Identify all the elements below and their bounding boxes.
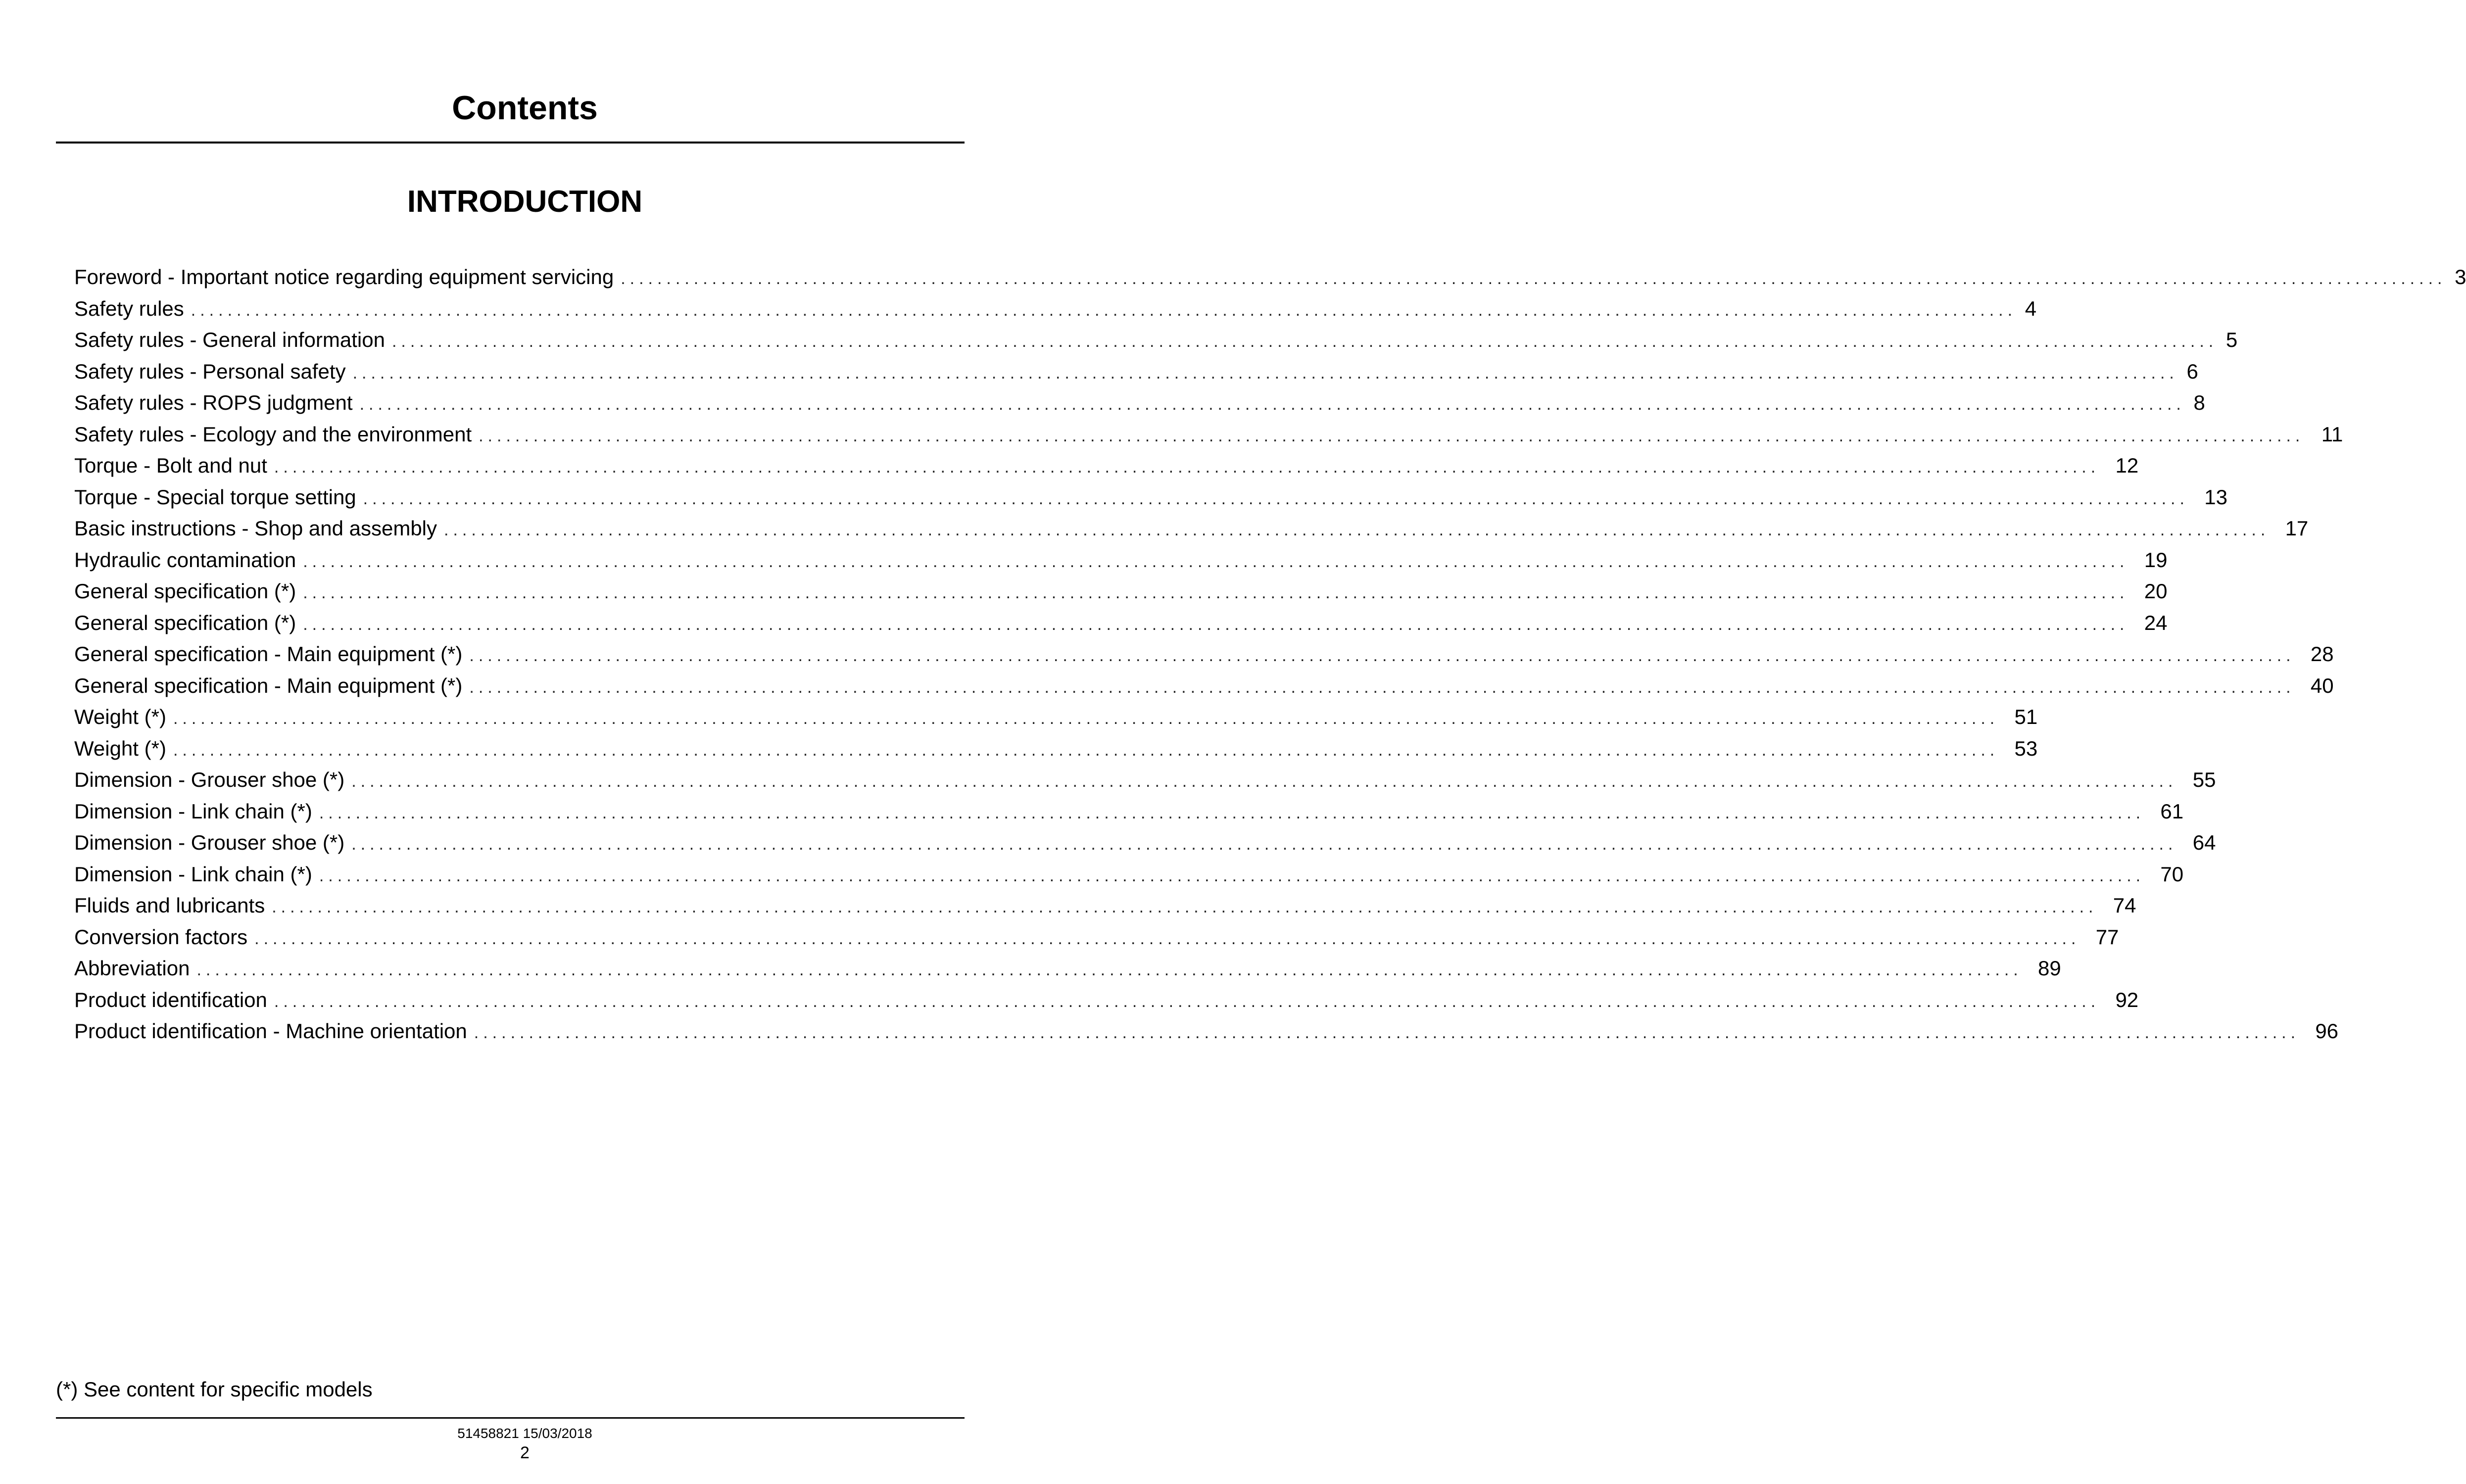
toc-leader-dots: ........................................................................................................................................................................................................	[352, 363, 2178, 383]
toc-entry[interactable]	[74, 827, 2216, 859]
toc-entry-page: 12	[2115, 454, 2139, 477]
toc-entry-title: Torque - Bolt and nut	[74, 454, 267, 477]
toc-entry-page: 74	[2113, 894, 2136, 917]
toc-entry-title: Dimension - Grouser shoe (*)	[74, 768, 345, 791]
toc-leader-dots: ........................................................................................................................................................................................................	[173, 740, 1999, 760]
toc-entry-title: General specification - Main equipment (*)	[74, 642, 463, 666]
toc-entry-page: 20	[2144, 579, 2168, 603]
toc-entry[interactable]	[74, 670, 2334, 702]
toc-leader-dots: ........................................................................................................................................................................................................	[303, 615, 2129, 634]
toc-entry[interactable]	[74, 481, 2227, 513]
toc-leader-dots: ........................................................................................................................................................................................................	[319, 803, 2145, 822]
toc-leader-dots: ........................................................................................................................................................................................................	[391, 332, 2218, 351]
toc-leader-dots: ........................................................................................................................................................................................................	[319, 866, 2145, 885]
toc-entry-page: 40	[2310, 673, 2334, 697]
toc-entry-page: 64	[2192, 831, 2216, 854]
toc-entry[interactable]	[74, 733, 2038, 765]
toc-entry-title: Product identification - Machine orientation	[74, 1019, 467, 1043]
toc-entry-title: Abbreviation	[74, 957, 190, 980]
toc-entry-title: Conversion factors	[74, 925, 248, 949]
toc-entry[interactable]	[74, 921, 2119, 953]
toc-leader-dots: ........................................................................................................................................................................................................	[479, 426, 2305, 445]
toc-entry-page: 13	[2204, 485, 2227, 509]
toc-entry[interactable]	[74, 387, 2205, 419]
toc-entry-page: 77	[2095, 925, 2119, 949]
toc-leader-dots: ........................................................................................................................................................................................................	[254, 929, 2080, 948]
toc-entry-title: Weight (*)	[74, 736, 166, 760]
toc-entry-page: 55	[2192, 768, 2216, 791]
toc-leader-dots: ........................................................................................................................................................................................................	[191, 300, 2017, 320]
toc-entry-page: 70	[2160, 862, 2184, 886]
toc-entry-title: Torque - Special torque setting	[74, 485, 356, 509]
toc-entry-title: Safety rules - General information	[74, 328, 385, 351]
toc-entry-page: 89	[2038, 957, 2061, 980]
toc-entry[interactable]	[74, 513, 2309, 544]
footnote: (*) See content for specific models	[56, 1378, 373, 1401]
toc-leader-dots: ........................................................................................................................................................................................................	[351, 772, 2177, 791]
toc-leader-dots: ........................................................................................................................................................................................................	[173, 709, 1999, 728]
page-title: Contents	[452, 89, 598, 127]
toc-entry-title: Dimension - Grouser shoe (*)	[74, 831, 345, 854]
toc-entry[interactable]	[74, 324, 2238, 356]
toc-leader-dots: ........................................................................................................................................................................................................	[274, 458, 2100, 477]
toc-leader-dots: ........................................................................................................................................................................................................	[303, 552, 2129, 571]
toc-leader-dots: ........................................................................................................................................................................................................	[274, 992, 2100, 1011]
toc-entry-title: Fluids and lubricants	[74, 894, 265, 917]
toc-entry[interactable]	[74, 984, 2139, 1016]
toc-entry-page: 61	[2160, 799, 2184, 823]
toc-entry[interactable]	[74, 575, 2168, 607]
toc-entry[interactable]	[74, 764, 2216, 796]
toc-entry-title: Safety rules - ROPS judgment	[74, 391, 353, 414]
toc-entry-title: Product identification	[74, 988, 267, 1011]
toc-entry-title: Dimension - Link chain (*)	[74, 862, 312, 886]
toc-leader-dots: ........................................................................................................................................................................................................	[469, 646, 2295, 665]
toc-entry[interactable]	[74, 1015, 2339, 1047]
toc-leader-dots: ........................................................................................................................................................................................................	[444, 521, 2270, 539]
toc-entry-page: 51	[2014, 705, 2038, 728]
toc-entry-page: 4	[2025, 296, 2037, 320]
toc-entry[interactable]	[74, 859, 2184, 890]
header-divider	[56, 142, 965, 144]
toc-entry-page: 19	[2144, 548, 2168, 572]
toc-entry-page: 24	[2144, 611, 2168, 634]
toc-entry[interactable]	[74, 356, 2198, 387]
toc-entry[interactable]	[74, 607, 2168, 639]
toc-entry[interactable]	[74, 544, 2168, 576]
toc-entry[interactable]	[74, 261, 2466, 293]
toc-entry-page: 8	[2193, 391, 2205, 414]
toc-leader-dots: ........................................................................................................................................................................................................	[272, 898, 2098, 916]
toc-entry[interactable]	[74, 953, 2061, 984]
toc-entry-page: 28	[2310, 642, 2334, 666]
toc-leader-dots: ........................................................................................................................................................................................................	[469, 677, 2295, 697]
section-title: INTRODUCTION	[407, 185, 643, 219]
toc-entry[interactable]	[74, 638, 2334, 670]
toc-entry-page: 3	[2455, 265, 2466, 288]
toc-leader-dots: ........................................................................................................................................................................................................	[359, 395, 2185, 414]
toc-entry[interactable]	[74, 419, 2343, 450]
toc-entry-title: Safety rules - Ecology and the environment	[74, 422, 472, 446]
toc-entry-title: General specification - Main equipment (*)	[74, 673, 463, 697]
page-number: 2	[520, 1443, 530, 1462]
toc-entry[interactable]	[74, 796, 2184, 827]
toc-entry[interactable]	[74, 890, 2136, 921]
toc-leader-dots: ........................................................................................................................................................................................................	[621, 269, 2447, 288]
toc-entry[interactable]	[74, 293, 2037, 325]
toc-entry-title: Safety rules	[74, 296, 184, 320]
toc-entry[interactable]	[74, 701, 2038, 733]
toc-leader-dots: ........................................................................................................................................................................................................	[474, 1023, 2300, 1042]
toc-entry-page: 6	[2186, 359, 2198, 383]
toc-leader-dots: ........................................................................................................................................................................................................	[303, 583, 2129, 602]
toc-leader-dots: ........................................................................................................................................................................................................	[196, 960, 2023, 979]
toc-leader-dots: ........................................................................................................................................................................................................	[351, 835, 2177, 854]
document-reference: 51458821 15/03/2018	[457, 1426, 592, 1441]
table-of-contents	[74, 261, 2466, 1047]
toc-entry-page: 96	[2315, 1019, 2339, 1043]
toc-entry-title: Hydraulic contamination	[74, 548, 296, 572]
toc-entry-page: 53	[2014, 736, 2038, 760]
toc-leader-dots: ........................................................................................................................................................................................................	[363, 489, 2189, 508]
toc-entry-page: 11	[2321, 422, 2343, 446]
toc-entry-title: Weight (*)	[74, 705, 166, 728]
footer-divider	[56, 1417, 965, 1419]
toc-entry-title: Dimension - Link chain (*)	[74, 799, 312, 823]
toc-entry-title: Basic instructions - Shop and assembly	[74, 517, 437, 540]
toc-entry-title: Safety rules - Personal safety	[74, 359, 346, 383]
toc-entry-page: 92	[2115, 988, 2139, 1011]
toc-entry-page: 17	[2285, 517, 2309, 540]
toc-entry-title: General specification (*)	[74, 579, 296, 603]
toc-entry[interactable]	[74, 450, 2139, 481]
toc-entry-title: Foreword - Important notice regarding equipment servicing	[74, 265, 614, 288]
toc-entry-title: General specification (*)	[74, 611, 296, 634]
toc-entry-page: 5	[2225, 328, 2238, 351]
